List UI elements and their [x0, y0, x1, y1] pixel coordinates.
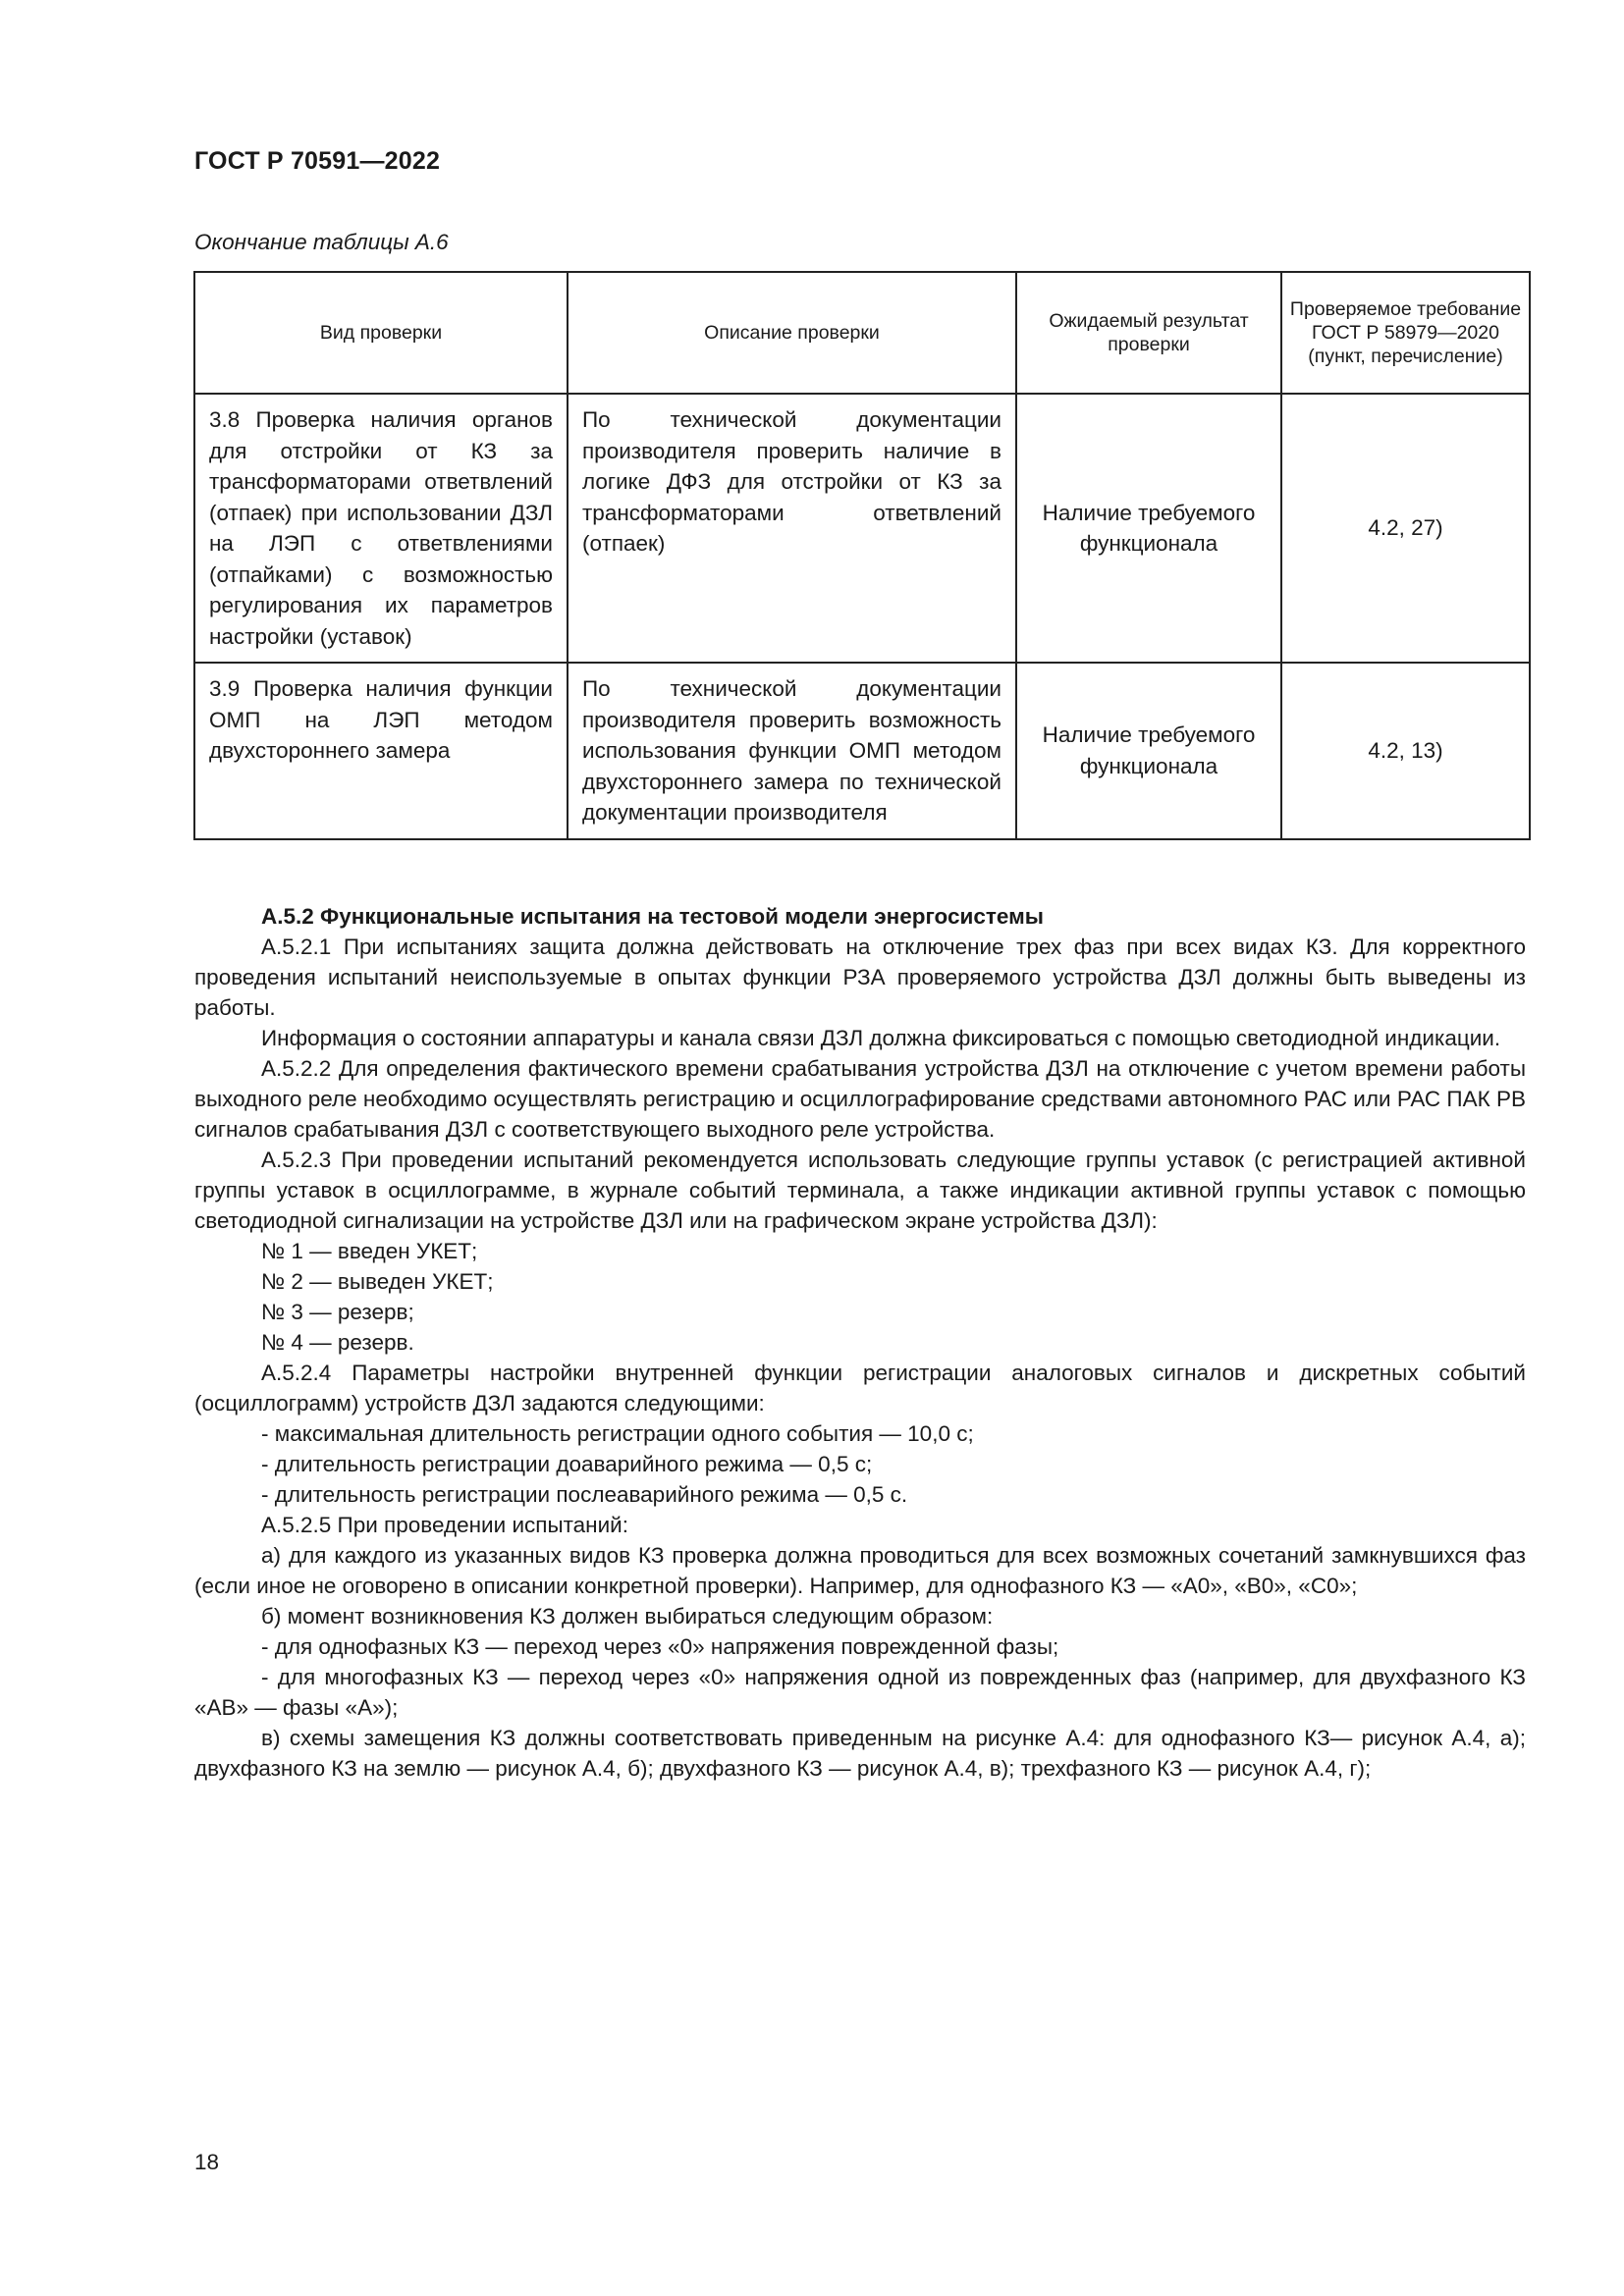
list-item: № 1 — введен УКЕТ;: [261, 1239, 478, 1263]
paragraph: - для многофазных КЗ — переход через «0» напряжения одной из поврежденных фаз (например, для двухфазного КЗ «АВ» — фазы «А»);: [194, 1665, 1526, 1720]
cell-expected: Наличие требуемого функционала: [1016, 394, 1281, 663]
page-number: 18: [194, 2150, 220, 2174]
list-item: № 3 — резерв;: [261, 1300, 414, 1324]
column-header-requirement: Проверяемое требование ГОСТ Р 58979—2020 (пункт, перечисление): [1281, 272, 1530, 394]
column-header-check-type: Вид проверки: [194, 272, 568, 394]
list-item: - длительность регистрации доаварийного режима — 0,5 с;: [261, 1452, 873, 1476]
document-header: ГОСТ Р 70591—2022: [194, 147, 441, 175]
paragraph: в) схемы замещения КЗ должны соответствовать приведенным на рисунке А.4: для однофазного КЗ— рисунок А.4, а); двухфазного КЗ на землю — рисунок А.4, б); двухфазного КЗ — рисунок А.4, в); трехфазного КЗ — рисунок А.4, г);: [194, 1726, 1526, 1781]
paragraph: А.5.2.5 При проведении испытаний:: [261, 1513, 628, 1537]
list-item: № 4 — резерв.: [261, 1330, 414, 1355]
list-item: № 2 — выведен УКЕТ;: [261, 1269, 494, 1294]
column-header-description: Описание проверки: [568, 272, 1016, 394]
paragraph: А.5.2.4 Параметры настройки внутренней функции регистрации аналоговых сигналов и дискретных событий (осциллограмм) устройств ДЗЛ задаются следующими:: [194, 1361, 1526, 1415]
table-header-row: [194, 272, 1530, 394]
column-header-expected: Ожидаемый результат проверки: [1016, 272, 1281, 394]
cell-requirement: 4.2, 27): [1281, 394, 1530, 663]
section-heading: А.5.2 Функциональные испытания на тестовой модели энергосистемы: [261, 904, 1044, 929]
table-row: [194, 394, 1530, 663]
checks-table: [193, 271, 1531, 840]
paragraph: Информация о состоянии аппаратуры и канала связи ДЗЛ должна фиксироваться с помощью светодиодной индикации.: [261, 1026, 1501, 1050]
paragraph: б) момент возникновения КЗ должен выбираться следующим образом:: [261, 1604, 994, 1629]
paragraph: А.5.2.3 При проведении испытаний рекомендуется использовать следующие группы уставок (с регистрацией активной группы уставок в осциллограмме, в журнале событий терминала, а также индикации активной группы уставок с помощью светодиодной сигнализации на устройстве ДЗЛ или на графическом экране устройства ДЗЛ):: [194, 1148, 1526, 1233]
cell-check-type: 3.9 Проверка наличия функции ОМП на ЛЭП методом двухстороннего замера: [194, 663, 568, 839]
table-caption: Окончание таблицы А.6: [194, 230, 449, 254]
cell-description: По технической документации производителя проверить возможность использования функции ОМП методом двухстороннего замера по технической документации производителя: [568, 663, 1016, 839]
cell-expected: Наличие требуемого функционала: [1016, 663, 1281, 839]
list-item: - длительность регистрации послеаварийного режима — 0,5 с.: [261, 1482, 908, 1507]
cell-description: По технической документации производителя проверить наличие в логике ДФЗ для отстройки от КЗ за трансформаторами ответвлений (отпаек): [568, 394, 1016, 663]
cell-check-type: 3.8 Проверка наличия органов для отстройки от КЗ за трансформаторами ответвлений (отпаек) при использовании ДЗЛ на ЛЭП с ответвлениями (отпайками) с возможностью регулирования их параметров настройки (уставок): [194, 394, 568, 663]
body-text: [194, 901, 1526, 1784]
cell-requirement: 4.2, 13): [1281, 663, 1530, 839]
paragraph: а) для каждого из указанных видов КЗ проверка должна проводиться для всех возможных сочетаний замкнувшихся фаз (если иное не оговорено в описании конкретной проверки). Например, для однофазного КЗ — «А0», «В0», «С0»;: [194, 1543, 1526, 1598]
list-item: - максимальная длительность регистрации одного события — 10,0 с;: [261, 1421, 974, 1446]
list-item: - для однофазных КЗ — переход через «0» напряжения поврежденной фазы;: [261, 1634, 1059, 1659]
paragraph: А.5.2.2 Для определения фактического времени срабатывания устройства ДЗЛ на отключение с учетом времени работы выходного реле необходимо осуществлять регистрацию и осциллографирование средствами автономного РАС или РАС ПАК РВ сигналов срабатывания ДЗЛ с соответствующего выходного реле устройства.: [194, 1056, 1526, 1142]
table-row: [194, 663, 1530, 839]
paragraph: А.5.2.1 При испытаниях защита должна действовать на отключение трех фаз при всех видах КЗ. Для корректного проведения испытаний неиспользуемые в опытах функции РЗА проверяемого устройства ДЗЛ должны быть выведены из работы.: [194, 934, 1526, 1020]
